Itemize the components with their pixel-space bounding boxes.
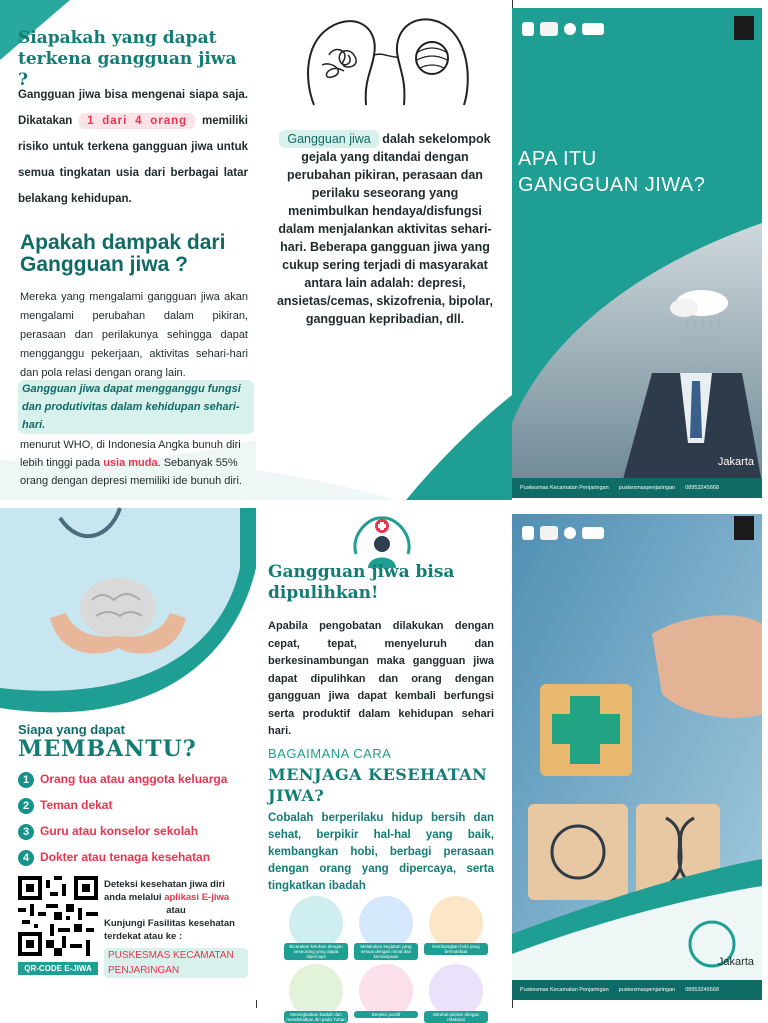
tip-label: Berpikir positif xyxy=(354,1011,418,1018)
tip-item xyxy=(424,896,488,960)
helper-number: 4 xyxy=(18,850,34,866)
partner-logo-icon xyxy=(582,23,604,35)
blocks-hand-photo xyxy=(512,514,762,1000)
who-highlight: usia muda xyxy=(103,457,158,469)
health-logo-icon xyxy=(540,526,558,540)
jakarta-crest-icon xyxy=(522,22,534,36)
tip-label: Meningkatkan ibadah dan mendekatkan diri pada Tuhan xyxy=(284,1011,348,1023)
helper-text: Teman dekat xyxy=(40,798,113,813)
panel-help xyxy=(0,508,256,1000)
who-a: menurut WHO, di Indonesia Angka bunuh diri lebih tinggi pada xyxy=(20,439,241,469)
cover-brand: Jakarta xyxy=(717,456,754,468)
logo-row xyxy=(522,526,604,540)
tip-item xyxy=(354,964,418,1023)
helper-text: Dokter atau tenaga kesehatan xyxy=(40,850,211,865)
jakarta-crest-icon xyxy=(522,526,534,540)
logo-row xyxy=(522,22,604,36)
hobby-icon xyxy=(429,896,483,950)
intro-text xyxy=(18,82,248,212)
definition-a: dalah xyxy=(382,132,415,146)
tip-label: Melakukan kegiatan yang sesuai dengan minat dan kemampuan xyxy=(354,943,418,960)
tip-item xyxy=(354,896,418,960)
positive-thinking-icon xyxy=(359,964,413,1018)
panel-cover xyxy=(512,8,762,498)
intro-a: Gangguan jiwa bisa mengenai siapa saja. Dikatakan xyxy=(18,89,248,127)
heading-impact: Apakah dampak dari Gangguan jiwa ? xyxy=(20,231,226,276)
footer-phone: 08953245668 xyxy=(685,987,719,993)
how-sub: BAGAIMANA CARA xyxy=(268,746,392,761)
panel-recovery xyxy=(256,508,512,1022)
relaxation-icon xyxy=(429,964,483,1018)
how-heading: MENJAGA KESEHATAN JIWA? xyxy=(268,765,488,805)
person-rain-cloud-photo xyxy=(512,223,762,483)
footer-label: Puskesmas Kecamatan Penjaringan xyxy=(520,987,609,993)
helper-text: Guru atau konselor sekolah xyxy=(40,824,199,839)
help-small: Siapa yang dapat xyxy=(18,722,125,737)
who-text xyxy=(20,436,250,490)
health-logo-icon xyxy=(540,22,558,36)
tip-item xyxy=(284,896,348,960)
who-b: . Sebanyak 55% orang dengan depresi memiliki ide bunuh diri. xyxy=(20,457,242,487)
qr-code-icon[interactable] xyxy=(18,876,98,956)
hands-brain-photo xyxy=(0,508,256,738)
definition-tag: Gangguan jiwa xyxy=(279,130,378,148)
badge-icon xyxy=(734,16,754,40)
brain-tangle-illustration xyxy=(294,10,474,110)
footer-phone: 08953245668 xyxy=(685,485,719,491)
intro-b: memiliki risiko untuk terkena gangguan jiwa untuk semua tingkatan usia dari berbagai latar belakang kehidupan. xyxy=(18,115,248,205)
impact-callout: Gangguan jiwa dapat mengganggu fungsi dan produtivitas dalam kehidupan sehari-hari. xyxy=(18,380,254,434)
puskesmas-label: PUSKESMAS KECAMATAN PENJARINGAN xyxy=(104,948,248,978)
recovery-body: Apabila pengobatan dilakukan dengan cepat, tepat, menyeluruh dan berkesinambungan maka gangguan jiwa dapat dipulihkan dan orang dengan gangguan jiwa dapat kembali berfungsi serta produktif dalam kehidupan sehari hari. xyxy=(268,620,494,737)
helper-number: 1 xyxy=(18,772,34,788)
cover-title-line2: GANGGUAN JIWA? xyxy=(518,174,706,196)
detect-a: Deteksi kesehatan jiwa diri anda melalui xyxy=(104,879,225,903)
footer-handle: puskesmaspenjaringan xyxy=(618,987,676,993)
tips-body: Cobalah berperilaku hidup bersih dan sehat, berpikir hal-hal yang baik, kembangkan hobi, berbagi perasaan dengan orang yang dipercaya, serta tingkatkan ibadah xyxy=(268,812,494,892)
qr-label: QR-CODE E-JIWA xyxy=(18,962,98,975)
tip-label: Kembangkan hobi yang bermanfaat xyxy=(424,943,488,955)
intro-highlight: 1 dari 4 orang xyxy=(79,113,195,129)
cover-title-line1: APA ITU xyxy=(518,148,597,170)
helper-text: Orang tua atau anggota keluarga xyxy=(40,772,228,787)
partner-logo-icon xyxy=(582,527,604,539)
detect-or: atau xyxy=(166,905,186,916)
tip-item xyxy=(284,964,348,1023)
definition-b: sekelompok gejala yang ditandai dengan perubahan pikiran, perasaan dan perilaku seseorang yang menimbulkan hendaya/disfungsi dalam menjalankan aktivitas sehari-hari. Beberapa gangguan jiwa yang cukup sering terjadi di masyarakat antara lain adalah: depresi, ansietas/cemas, skizofrenia, bipolar, gangguan kepribadian, dll. xyxy=(276,132,494,326)
tips-icons xyxy=(284,896,484,1023)
footer-handle: puskesmaspenjaringan xyxy=(618,485,676,491)
panel-who xyxy=(0,0,256,500)
helper-number: 3 xyxy=(18,824,34,840)
heading-who: Siapakah yang dapat terkena gangguan jiwa ? xyxy=(18,28,237,90)
detect-text xyxy=(104,878,248,943)
badge-icon xyxy=(734,516,754,540)
back-footer xyxy=(512,980,762,1000)
worship-icon xyxy=(289,964,343,1018)
helper-number: 2 xyxy=(18,798,34,814)
detect-app: aplikasi E-jiwa xyxy=(164,892,230,903)
cross-logo-icon xyxy=(564,527,576,539)
helper-item xyxy=(18,824,253,850)
cover-title xyxy=(518,146,758,198)
footer-label: Puskesmas Kecamatan Penjaringan xyxy=(520,485,609,491)
cover-footer xyxy=(512,478,762,498)
cross-logo-icon xyxy=(564,23,576,35)
help-big: MEMBANTU? xyxy=(18,736,197,762)
helper-item xyxy=(18,850,253,876)
helpers-list xyxy=(18,772,253,876)
helper-item xyxy=(18,798,253,824)
tip-item xyxy=(424,964,488,1023)
tip-label: Istirahat pikiran dengan relaksasi xyxy=(424,1011,488,1023)
helper-item xyxy=(18,772,253,798)
impact-body: Mereka yang mengalami gangguan jiwa akan mengalami perubahan dalam pikiran, perasaan dan perilakunya sehingga dapat mengganggu pekerjaan, aktivitas sehari-hari dan pola relasi dengan orang lain. xyxy=(20,291,248,379)
panel-definition xyxy=(256,0,512,500)
detect-b: Kunjungi Fasilitas kesehatan terdekat atau ke : xyxy=(104,918,235,942)
activity-icon xyxy=(359,896,413,950)
tip-label: Bicarakan keluhan dengan seseorang yang dapat dipercaya xyxy=(284,943,348,960)
definition-text xyxy=(270,130,500,328)
panel-back-cover xyxy=(512,514,762,1000)
back-brand: Jakarta xyxy=(717,956,754,968)
talk-icon xyxy=(289,896,343,950)
recovery-heading: Gangguan jiwa bisa dipulihkan! xyxy=(268,562,455,603)
